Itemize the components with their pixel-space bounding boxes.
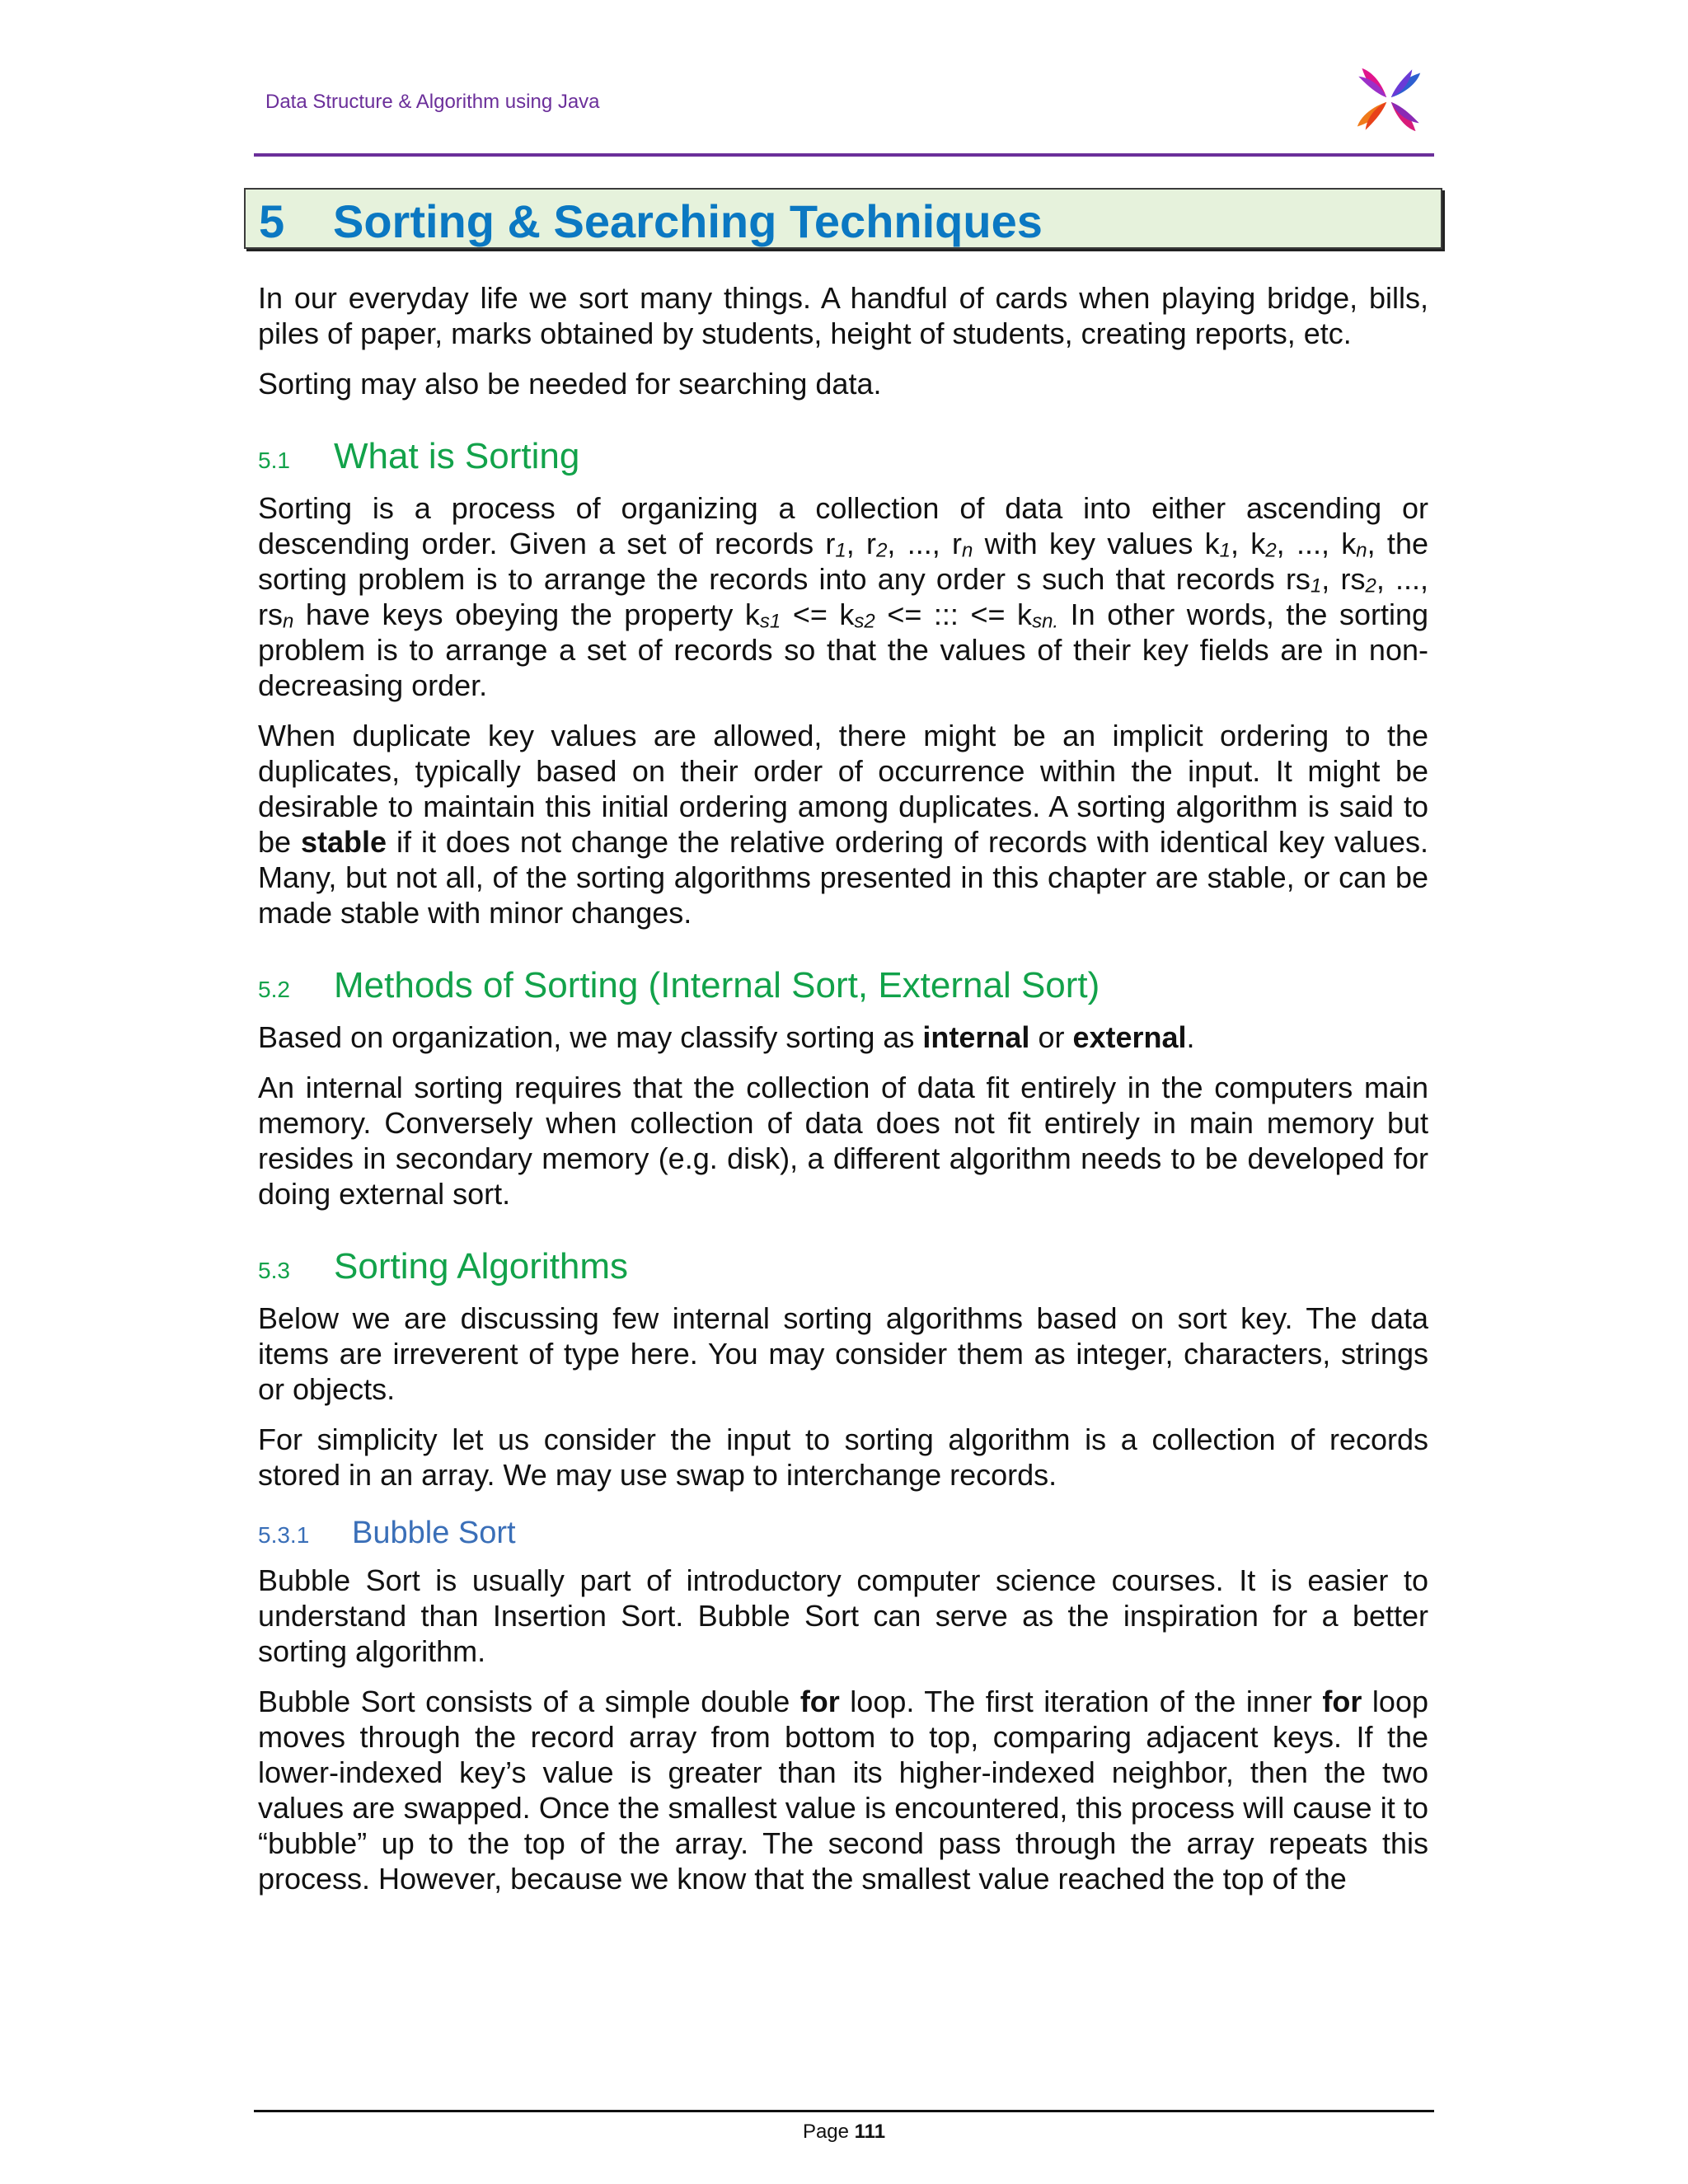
chapter-number: 5 xyxy=(259,195,285,247)
bubble-sort-description-paragraph: Bubble Sort consists of a simple double for loop. The first iteration of the inner for loop moves through the record array from bottom to top, comparing adjacent keys. If the lower-indexed key’s value is greater than its higher-indexed neighbor, then the two values are swapped. Once the smallest value is encountered, this process will cause it to “bubble” up to the top of the array. The second pass through the array repeats this process. However, because we know that the smallest value reached the top of the xyxy=(258,1685,1428,1896)
array-input-paragraph: For simplicity let us consider the input to sorting algorithm is a collection of records stored in an array. We may use swap to interchange records. xyxy=(258,1422,1428,1492)
section-heading-5-3 xyxy=(258,1246,1428,1287)
intro-paragraph-2: Sorting may also be needed for searching data. xyxy=(258,367,882,401)
section-number: 5.3 xyxy=(258,1258,290,1283)
subsection-title: Bubble Sort xyxy=(352,1516,516,1550)
keyword-for: for xyxy=(799,1685,840,1718)
section-heading-5-1 xyxy=(258,436,1428,477)
section-title: Methods of Sorting (Internal Sort, External Sort) xyxy=(334,965,1100,1005)
classification-paragraph: Based on organization, we may classify sorting as internal or external. xyxy=(258,1020,1195,1054)
subsection-number: 5.3.1 xyxy=(258,1522,310,1548)
term-internal: internal xyxy=(922,1020,1030,1054)
term-external: external xyxy=(1072,1020,1187,1054)
algorithms-intro-paragraph: Below we are discussing few internal sorting algorithms based on sort key. The data items are irreverent of type here. You may consider them as integer, characters, strings or objects. xyxy=(258,1301,1428,1406)
page-header xyxy=(254,82,1434,158)
section-title: Sorting Algorithms xyxy=(334,1246,629,1286)
section-number: 5.2 xyxy=(258,977,290,1002)
chapter-heading xyxy=(244,188,1442,249)
chapter-title: Sorting & Searching Techniques xyxy=(333,195,1043,247)
term-stable: stable xyxy=(301,825,387,859)
header-rule xyxy=(254,153,1434,157)
intro-paragraph-1: In our everyday life we sort many things. A handful of cards when playing bridge, bills, piles of paper, marks obtained by students, height of students, creating reports, etc. xyxy=(258,281,1428,350)
internal-external-paragraph: An internal sorting requires that the collection of data fit entirely in the computers main memory. Conversely when collection of data does not fit entirely in main memory but resides in secondary memory (e.g. disk), a different algorithm needs to be developed for doing external sort. xyxy=(258,1071,1428,1211)
keyword-for: for xyxy=(1322,1685,1362,1718)
section-title: What is Sorting xyxy=(334,436,580,476)
pinwheel-logo-icon xyxy=(1343,54,1434,145)
footer-rule xyxy=(254,2110,1434,2112)
stable-sort-paragraph: When duplicate key values are allowed, there might be an implicit ordering to the duplicates, typically based on their order of occurrence within the input. It might be desirable to maintain this initial ordering among duplicates. A sorting algorithm is said to be stable if it does not change the relative ordering of records with identical key values. Many, but not all, of the sorting algorithms presented in this chapter are stable, or can be made stable with minor changes. xyxy=(258,719,1428,930)
section-heading-5-2 xyxy=(258,965,1428,1006)
sorting-definition-paragraph: Sorting is a process of organizing a collection of data into either ascending or descending order. Given a set of records $r_1$, $r_2$, ..., $r_n$ with key values $k_1$, $k_2$, ..., $k_n$, the sorting problem is to arrange the records into any order s such that records $rs_1$, $rs_2$, ..., $rs_n$ have keys obeying the property $k_{s1} <= k_{s2}$ <= ::: <= $k_{sn.}$ In other words, the sorting problem is to arrange a set of records so that the values of their key fields are in non-decreasing order. xyxy=(258,491,1429,702)
subsection-heading-5-3-1 xyxy=(258,1516,1428,1551)
bubble-sort-intro-paragraph: Bubble Sort is usually part of introductory computer science courses. It is easier to understand than Insertion Sort. Bubble Sort can serve as the inspiration for a better sorting algorithm. xyxy=(258,1563,1428,1668)
page-footer xyxy=(254,2110,1434,2144)
page-number: Page 111 xyxy=(802,2121,886,2143)
header-title: Data Structure & Algorithm using Java xyxy=(265,91,600,113)
section-number: 5.1 xyxy=(258,448,290,473)
page-content xyxy=(258,280,1428,1911)
